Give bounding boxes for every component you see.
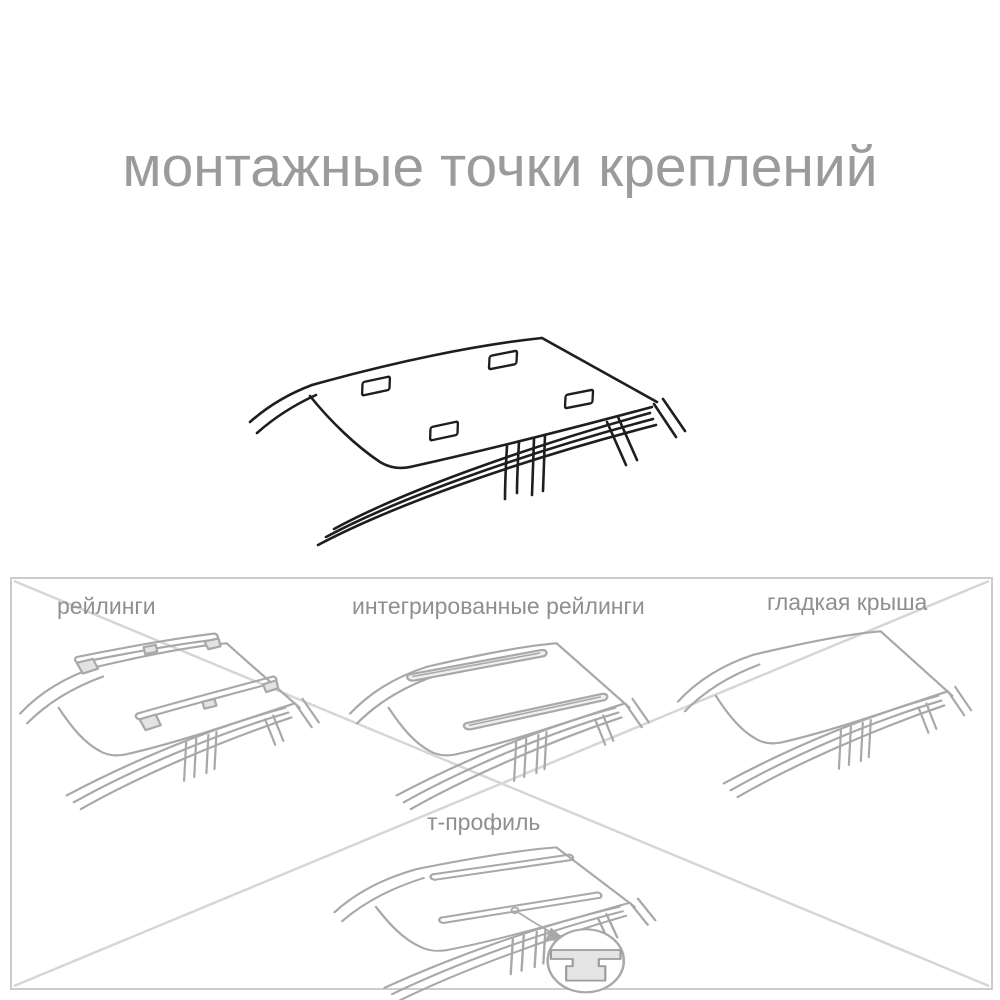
t-profile-cross-section-icon	[548, 929, 624, 992]
smooth-roof-sketch	[672, 606, 990, 801]
label-smooth-roof: гладкая крыша	[767, 589, 928, 615]
label-integrated-railings: интегрированные рейлинги	[352, 593, 645, 619]
railings-roof-sketch	[14, 618, 338, 813]
page-title: монтажные точки креплений	[122, 135, 878, 199]
label-railings: рейлинги	[57, 593, 156, 619]
main-roof-mounting-sketch	[230, 325, 730, 580]
roof-far-edge	[312, 338, 542, 385]
label-t-profile: т-профиль	[427, 809, 541, 835]
roof-left-edge	[310, 396, 410, 468]
roof-right-edge	[542, 338, 657, 402]
rear-corner-pillar	[654, 404, 676, 437]
b-pillar	[505, 446, 507, 499]
b-pillar	[517, 442, 519, 493]
t-profile-roof-sketch	[328, 824, 676, 1000]
integrated-railings-roof-sketch	[344, 618, 668, 813]
a-pillar-line	[250, 385, 312, 422]
c-pillar	[543, 435, 545, 491]
rear-corner-pillar	[663, 399, 685, 431]
a-pillar-line	[257, 395, 316, 433]
raised-rails	[75, 634, 278, 731]
gutter-line	[318, 425, 656, 545]
